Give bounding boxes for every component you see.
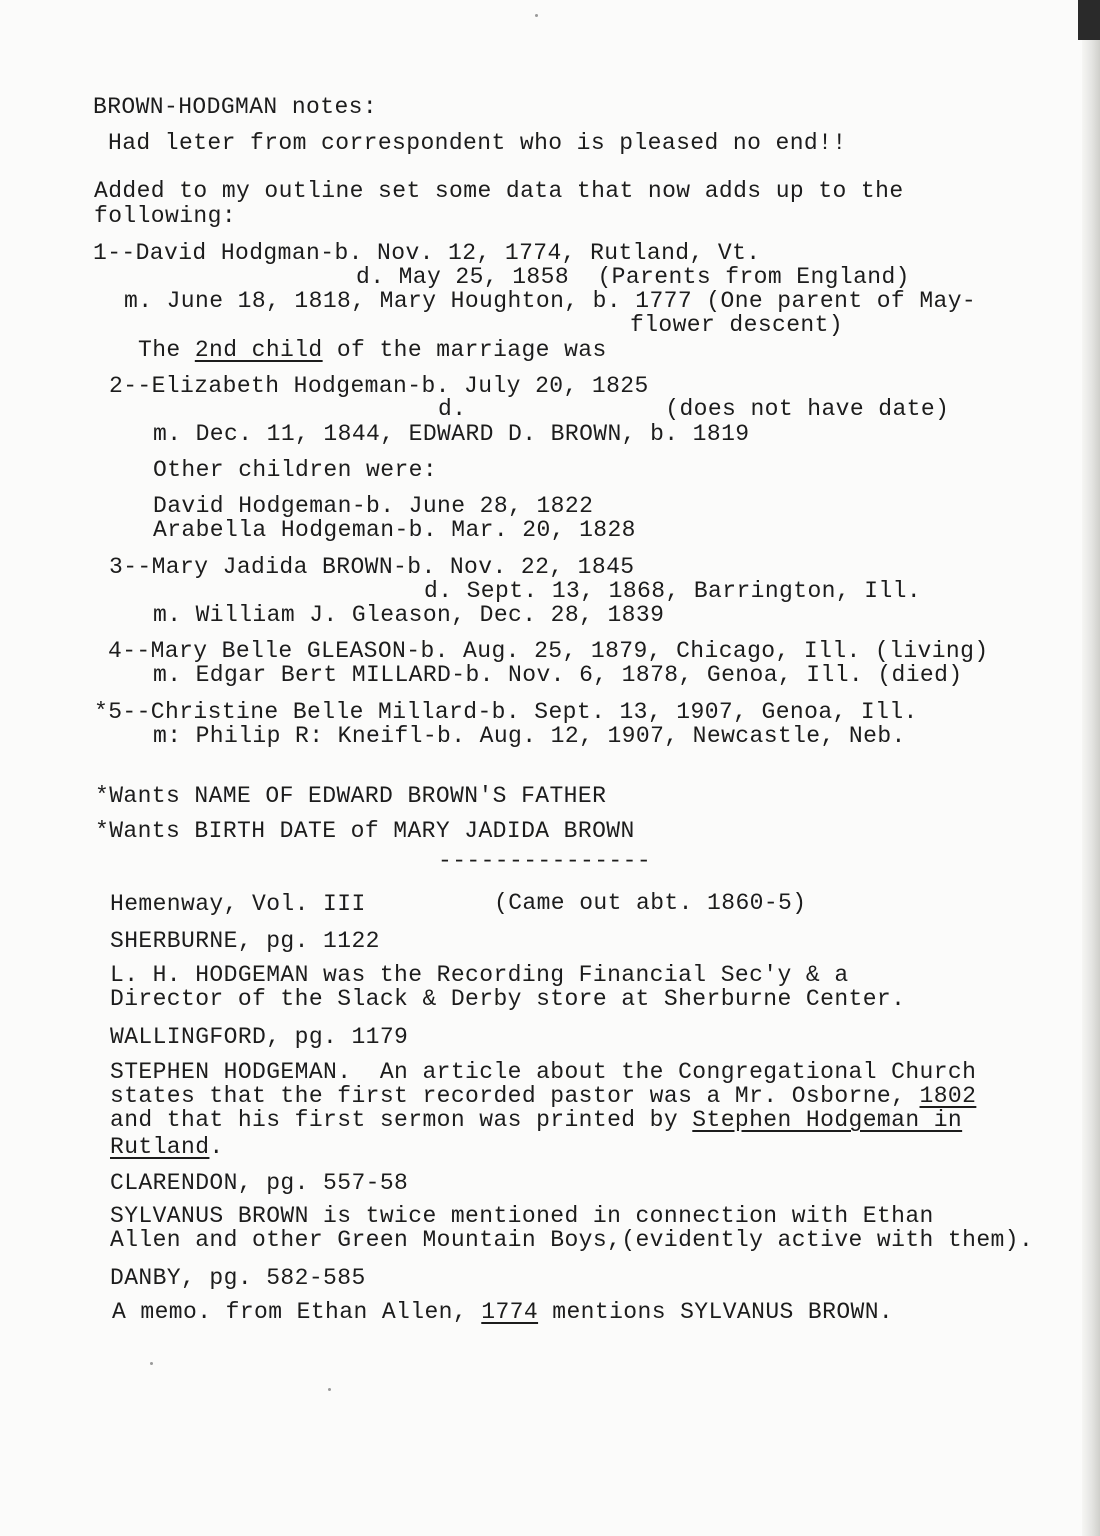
clarendon-line-1: SYLVANUS BROWN is twice mentioned in connection with Ethan xyxy=(110,1203,934,1229)
wallingford-name-underlined: Stephen Hodgeman in xyxy=(692,1107,963,1133)
generation-3-marriage: m. William J. Gleason, Dec. 28, 1839 xyxy=(153,602,665,628)
sherburne-heading: SHERBURNE, pg. 1122 xyxy=(110,928,380,954)
danby-line-1-end: mentions SYLVANUS BROWN. xyxy=(538,1299,894,1325)
danby-year-underlined: 1774 xyxy=(481,1299,539,1325)
letter-line: Had leter from correspondent who is pleased no end!! xyxy=(108,130,847,156)
child-david: David Hodgeman-b. June 28, 1822 xyxy=(153,493,594,519)
added-line-2: following: xyxy=(94,203,237,229)
wallingford-year-underlined: 1802 xyxy=(919,1083,977,1109)
wallingford-line-3-text: and that his first sermon was printed by xyxy=(110,1107,693,1133)
generation-5-birth: *5--Christine Belle Millard-b. Sept. 13, 1907, Genoa, Ill. xyxy=(94,699,918,725)
clarendon-heading: CLARENDON, pg. 557-58 xyxy=(110,1170,409,1196)
generation-3-death: d. Sept. 13, 1868, Barrington, Ill. xyxy=(424,578,922,604)
generation-1-marriage-cont: flower descent) xyxy=(630,312,844,338)
paper-speck xyxy=(328,1388,331,1391)
sherburne-line-1: L. H. HODGEMAN was the Recording Financial Sec'y & a xyxy=(110,962,849,988)
wallingford-heading: WALLINGFORD, pg. 1179 xyxy=(110,1024,409,1050)
sherburne-line-2: Director of the Slack & Derby store at Sherburne Center. xyxy=(110,986,906,1012)
wallingford-line-2-text: states that the first recorded pastor was a Mr. Osborne, xyxy=(110,1083,920,1109)
wallingford-line-3 xyxy=(110,1107,962,1133)
second-child-line xyxy=(138,337,607,363)
danby-line-1 xyxy=(112,1299,893,1325)
generation-1-birth: 1--David Hodgman-b. Nov. 12, 1774, Rutland, Vt. xyxy=(93,240,761,266)
wallingford-line-2 xyxy=(110,1083,976,1109)
generation-1-marriage: m. June 18, 1818, Mary Houghton, b. 1777 (One parent of May- xyxy=(124,288,977,314)
wants-line-2: *Wants BIRTH DATE of MARY JADIDA BROWN xyxy=(95,818,635,844)
added-line-1: Added to my outline set some data that now adds up to the xyxy=(94,178,904,204)
generation-4-marriage: m. Edgar Bert MILLARD-b. Nov. 6, 1878, Genoa, Ill. (died) xyxy=(153,662,963,688)
generation-2-marriage: m. Dec. 11, 1844, EDWARD D. BROWN, b. 1819 xyxy=(153,421,750,447)
notes-heading: BROWN-HODGMAN notes: xyxy=(93,94,378,120)
wallingford-line-4 xyxy=(110,1134,224,1160)
clarendon-line-2: Allen and other Green Mountain Boys,(evidently active with them). xyxy=(110,1227,1034,1253)
section-divider: --------------- xyxy=(438,848,652,874)
generation-2-birth: 2--Elizabeth Hodgeman-b. July 20, 1825 xyxy=(109,373,649,399)
danby-heading: DANBY, pg. 582-585 xyxy=(110,1265,366,1291)
generation-1-death: d. May 25, 1858 (Parents from England) xyxy=(356,264,910,290)
second-child-underlined: 2nd child xyxy=(194,337,323,363)
generation-3-birth: 3--Mary Jadida BROWN-b. Nov. 22, 1845 xyxy=(109,554,635,580)
page-edge-shadow xyxy=(1082,0,1100,1536)
source-note: (Came out abt. 1860-5) xyxy=(494,890,807,916)
danby-line-1-text: A memo. from Ethan Allen, xyxy=(112,1299,482,1325)
other-children-label: Other children were: xyxy=(153,457,438,483)
wallingford-place-underlined: Rutland xyxy=(110,1134,210,1160)
child-arabella: Arabella Hodgeman-b. Mar. 20, 1828 xyxy=(153,517,636,543)
generation-4-birth: 4--Mary Belle GLEASON-b. Aug. 25, 1879, Chicago, Ill. (living) xyxy=(108,638,989,664)
corner-mark xyxy=(1078,0,1100,40)
generation-5-marriage: m: Philip R: Kneifl-b. Aug. 12, 1907, Newcastle, Neb. xyxy=(153,723,906,749)
second-child-pre: The xyxy=(138,337,195,363)
wallingford-line-1: STEPHEN HODGEMAN. An article about the Congregational Church xyxy=(110,1059,977,1085)
wants-line-1: *Wants NAME OF EDWARD BROWN'S FATHER xyxy=(95,783,607,809)
second-child-post: of the marriage was xyxy=(322,337,607,363)
paper-speck xyxy=(150,1362,153,1365)
generation-2-death: d. (does not have date) xyxy=(438,396,950,422)
source-title: Hemenway, Vol. III xyxy=(110,891,366,917)
wallingford-line-4-end: . xyxy=(209,1134,224,1160)
paper-speck xyxy=(535,14,538,17)
